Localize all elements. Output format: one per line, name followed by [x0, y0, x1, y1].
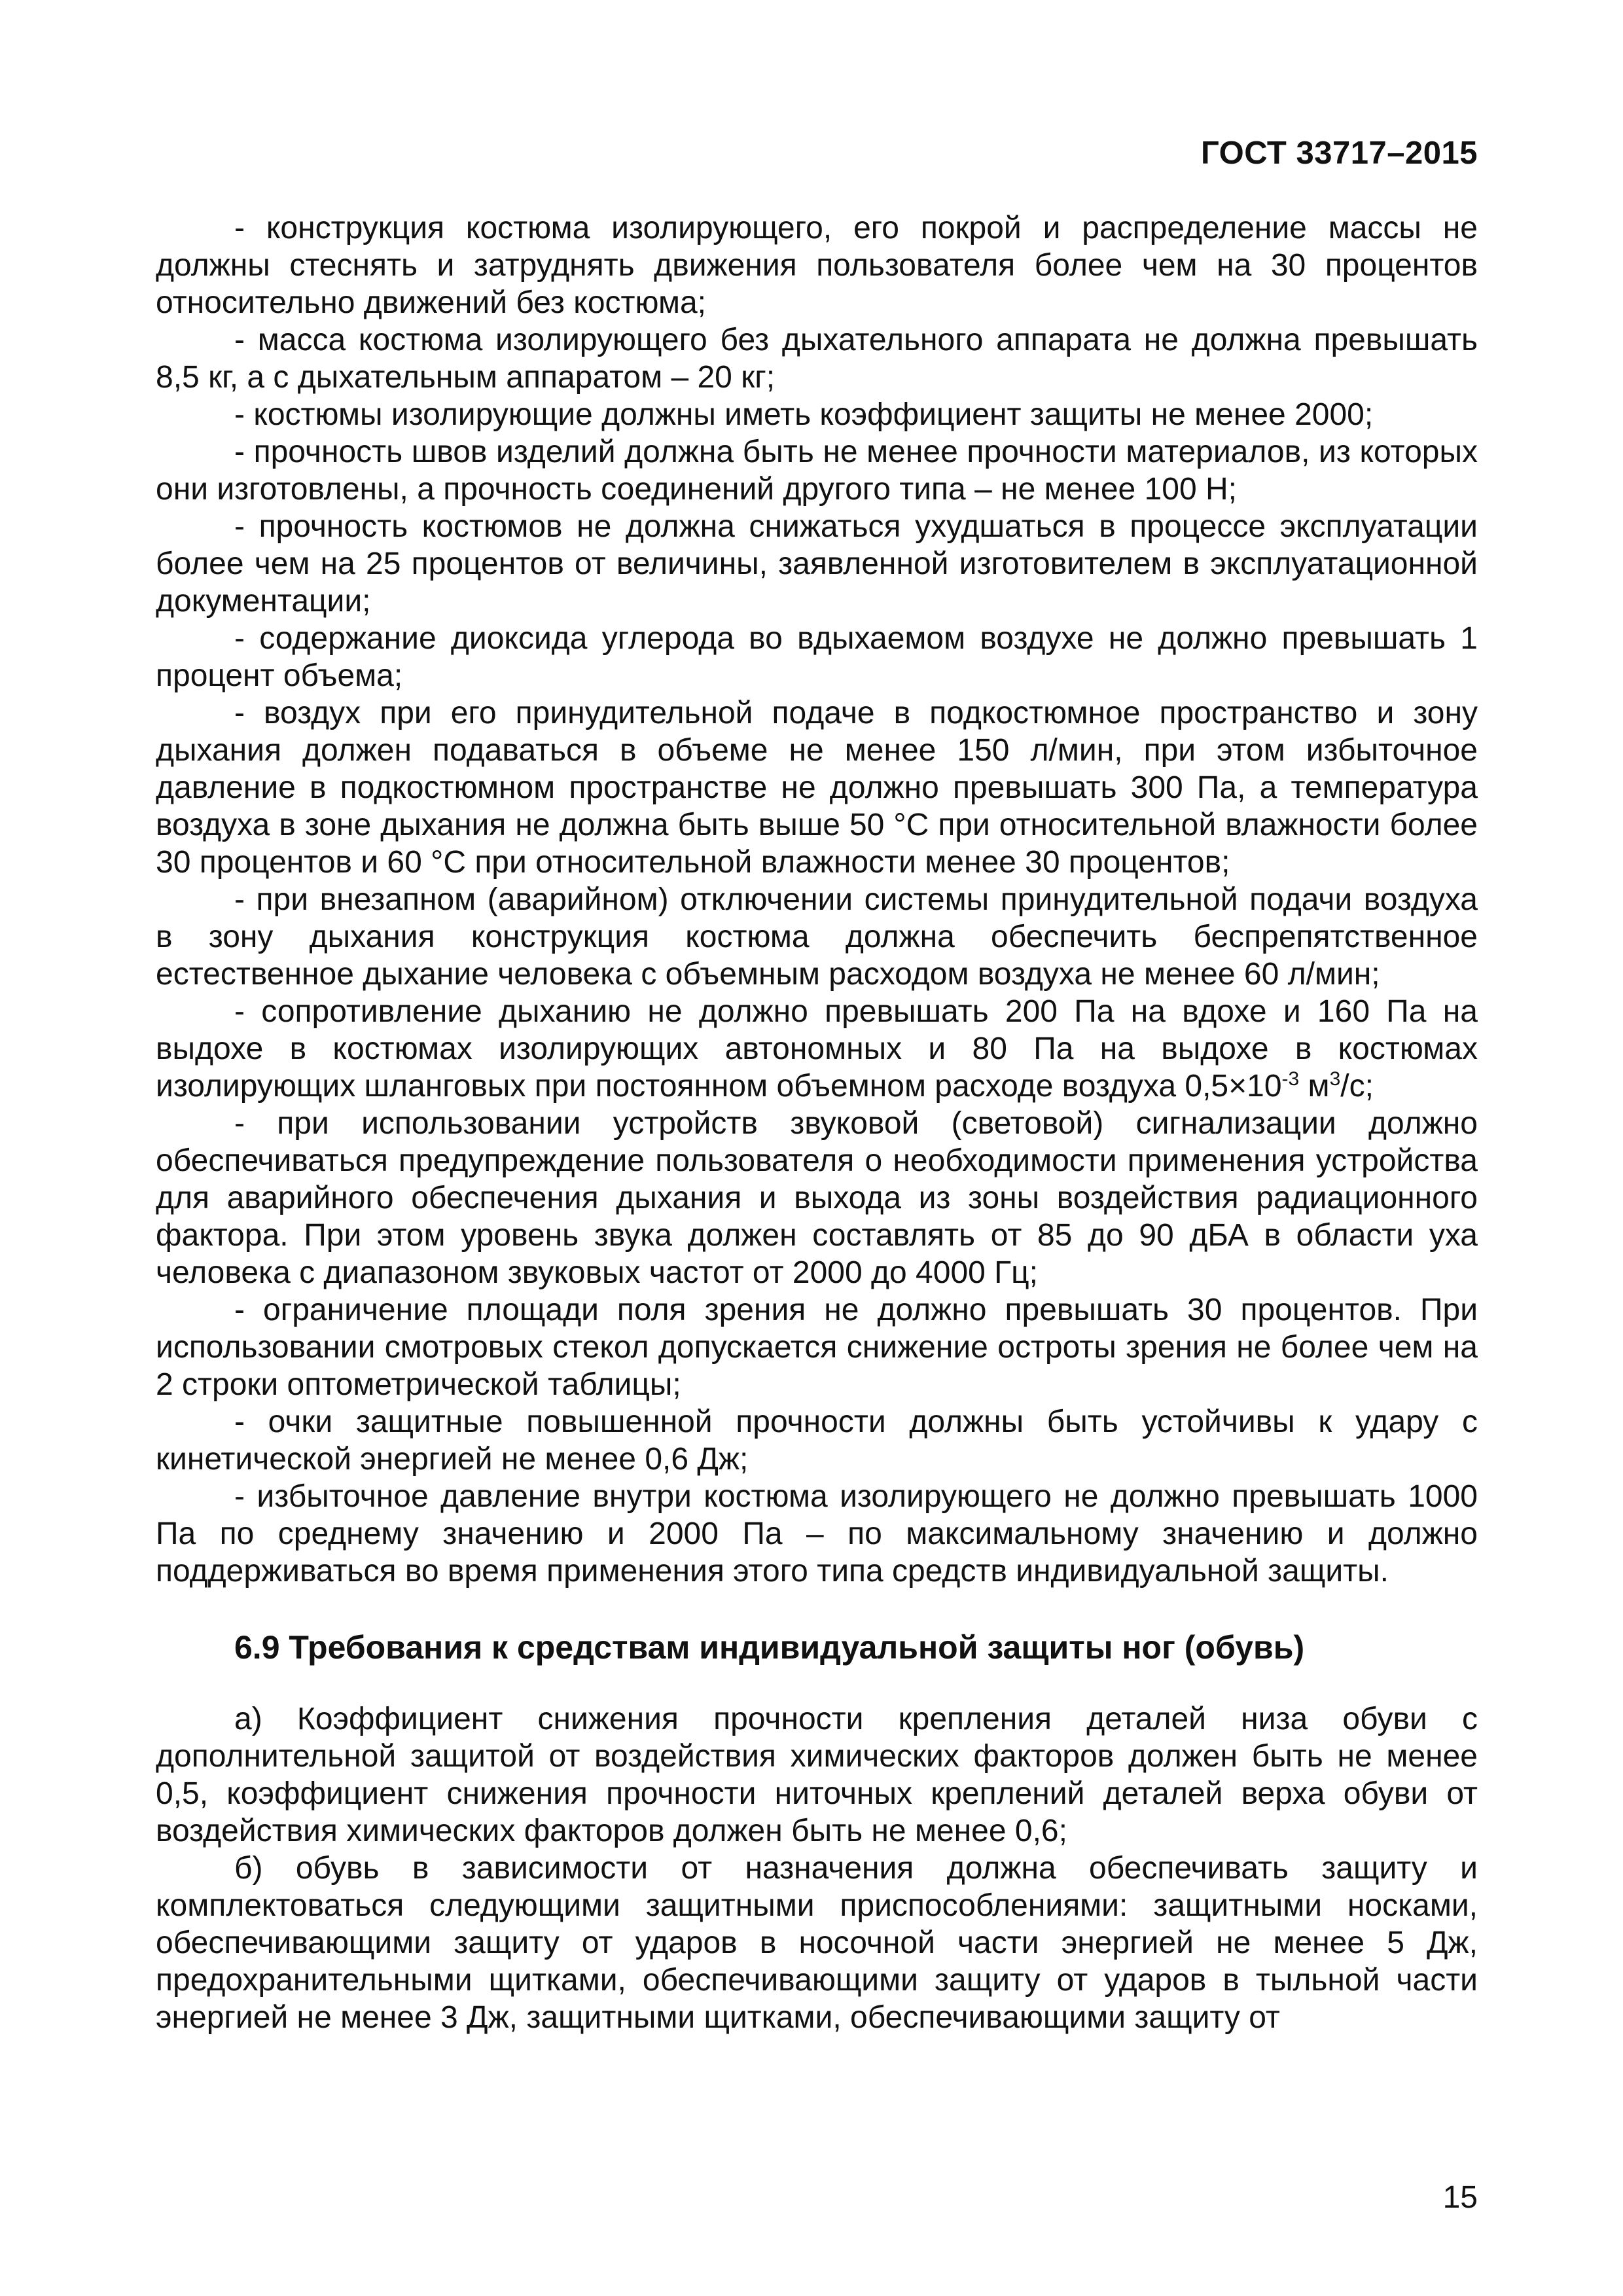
resistance-unit: м [1299, 1069, 1330, 1103]
document-code-header: ГОСТ 33717–2015 [1201, 135, 1478, 171]
paragraph: - ограничение площади поля зрения не должно превышать 30 процентов. При использовании смотровых стекол допускается снижение остроты зрения не более чем на 2 строки оптометрической таблицы; [156, 1293, 1478, 1402]
paragraph: - воздух при его принудительной подаче в подкостюмное пространство и зону дыхания должен подаваться в объеме не менее 150 л/мин, при этом избыточное давление в подкостюмном пространстве не должно превышать 300 Па, а температура воздуха в зоне дыхания не должна быть выше 50 °С при относительной влажности более 30 процентов и 60 °С при относительной влажности менее 30 процентов; [156, 696, 1478, 880]
paragraph: - при использовании устройств звуковой (световой) сигнализации должно обеспечиваться предупреждение пользователя о необходимости применения устройства для аварийного обеспечения дыхания и выхода из зоны воздействия радиационного фактора. При этом уровень звука должен составлять от 85 до 90 дБА в области уха человека с диапазоном звуковых частот от 2000 до 4000 Гц; [156, 1106, 1478, 1290]
resistance-text: - сопротивление дыханию не должно превышать 200 Па на вдохе и 160 Па на выдохе в костюмах изолирующих автономных и 80 Па на выдохе в костюмах изолирующих шланговых при постоянном объемном расходе воздуха 0,5×10 [156, 994, 1478, 1103]
paragraph: - костюмы изолирующие должны иметь коэффициент защиты не менее 2000; [234, 397, 1374, 432]
paragraph: - масса костюма изолирующего без дыхательного аппарата не должна превышать 8,5 кг, а с дыхательным аппаратом – 20 кг; [156, 323, 1478, 395]
section-paragraph: а) Коэффициент снижения прочности крепления деталей низа обуви с дополнительной защитой от воздействия химических факторов должен быть не менее 0,5, коэффициент снижения прочности ниточных креплений деталей верха обуви от воздействия химических факторов должен быть не менее 0,6; [156, 1702, 1478, 1848]
section-paragraph: б) обувь в зависимости от назначения должна обеспечивать защиту и комплектоваться следующими защитными приспособлениями: защитными носками, обеспечивающими защиту от ударов в носочной части энергией не менее 5 Дж, предохранительными щитками, обеспечивающими защиту от ударов в тыльной части энергией не менее 3 Дж, защитными щитками, обеспечивающими защиту от [156, 1851, 1478, 2035]
document-body [156, 209, 1478, 2036]
paragraph: - конструкция костюма изолирующего, его покрой и распределение массы не должны стеснять и затруднять движения пользователя более чем на 30 процентов относительно движений без костюма; [156, 211, 1478, 320]
breathing-resistance-paragraph [156, 993, 1478, 1105]
page-number: 15 [1442, 2180, 1478, 2215]
paragraph: - прочность костюмов не должна снижаться ухудшаться в процессе эксплуатации более чем на 25 процентов от величины, заявленной изготовителем в эксплуатационной документации; [156, 509, 1478, 619]
resistance-unit-tail: /с; [1340, 1069, 1374, 1103]
paragraph: - содержание диоксида углерода во вдыхаемом воздухе не должно превышать 1 процент объема; [156, 621, 1478, 693]
section-heading: 6.9 Требования к средствам индивидуальной защиты ног (обувь) [234, 1629, 1305, 1666]
paragraph: - прочность швов изделий должна быть не менее прочности материалов, из которых они изготовлены, а прочность соединений другого типа – не менее 100 Н; [156, 435, 1478, 507]
paragraph: - очки защитные повышенной прочности должны быть устойчивы к удару с кинетической энергией не менее 0,6 Дж; [156, 1405, 1478, 1477]
paragraph: - избыточное давление внутри костюма изолирующего не должно превышать 1000 Па по среднему значению и 2000 Па – по максимальному значению и должно поддерживаться во время применения этого типа средств индивидуальной защиты. [156, 1479, 1478, 1588]
paragraph: - при внезапном (аварийном) отключении системы принудительной подачи воздуха в зону дыхания конструкция костюма должна обеспечить беспрепятственное естественное дыхание человека с объемным расходом воздуха не менее 60 л/мин; [156, 882, 1478, 992]
exponent: -3 [1281, 1068, 1300, 1090]
exponent: 3 [1329, 1068, 1341, 1090]
